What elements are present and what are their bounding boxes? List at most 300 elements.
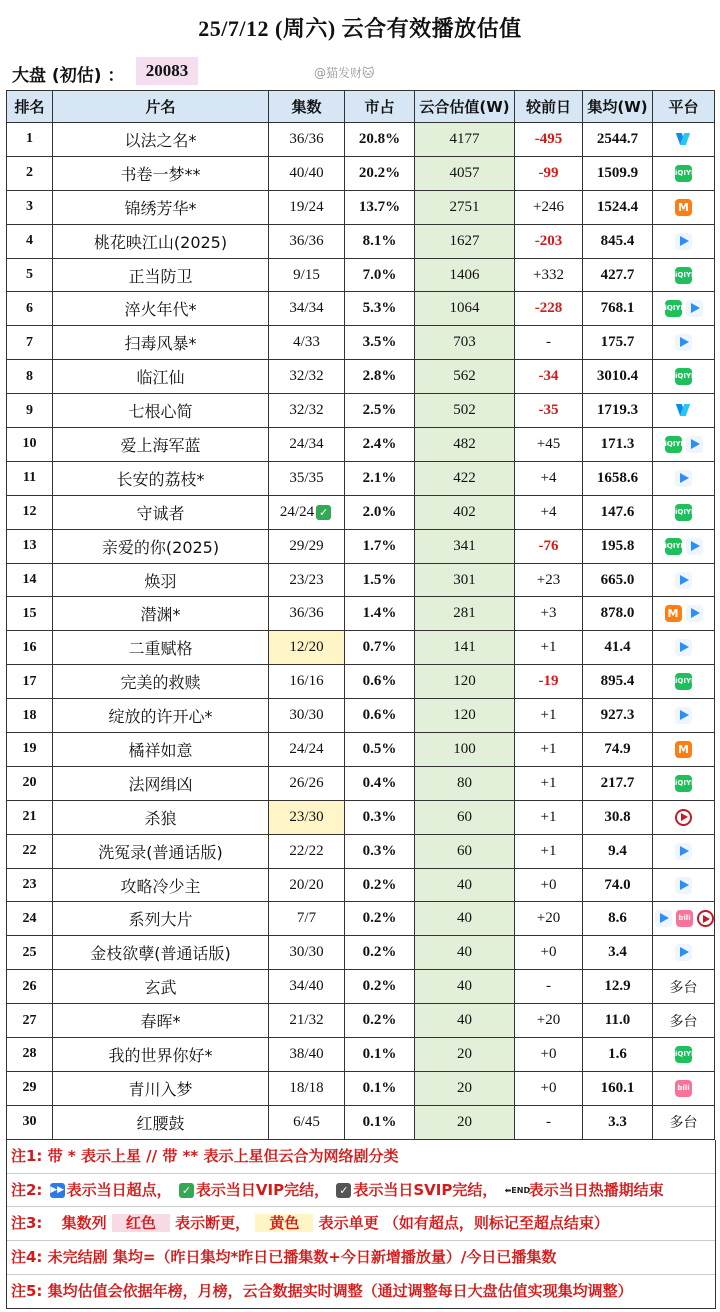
average-cell <box>583 699 653 733</box>
note-1 <box>7 1140 715 1173</box>
share-cell-text: 2.5% <box>362 402 397 419</box>
estimate-cell <box>415 699 515 733</box>
watermark: @猫发财🐱 <box>314 66 375 80</box>
estimate-cell <box>415 563 515 597</box>
platform-cell <box>653 428 715 462</box>
diff-cell-text: - <box>546 978 551 995</box>
episodes-cell-text: 9/15 <box>293 266 320 283</box>
drama-name-cell <box>53 563 269 597</box>
estimate-cell <box>415 868 515 902</box>
episodes-cell <box>269 699 345 733</box>
platform-cell <box>653 902 715 936</box>
diff-cell-text: +0 <box>540 1079 557 1096</box>
note-text: 表示当日SVIP完结， <box>353 1180 498 1199</box>
average-cell-text: 171.3 <box>600 435 635 452</box>
note-text: 表示当日热播期结束 <box>528 1180 664 1199</box>
average-cell <box>583 665 653 699</box>
table-row <box>7 190 715 224</box>
share-cell-text: 0.2% <box>362 910 397 927</box>
episodes-cell <box>269 631 345 665</box>
episodes-cell-text: 32/32 <box>289 402 324 419</box>
estimate-cell-text: 80 <box>457 774 472 791</box>
drama-name-cell <box>53 1004 269 1038</box>
bilibili-icon: bili <box>676 910 693 927</box>
episodes-cell <box>269 360 345 394</box>
estimate-cell <box>415 800 515 834</box>
rank-cell <box>7 394 53 428</box>
diff-cell <box>515 461 583 495</box>
diff-cell <box>515 970 583 1004</box>
col-platform: 平台 <box>653 91 715 123</box>
share-cell <box>345 360 415 394</box>
diff-cell <box>515 1071 583 1105</box>
table-row <box>7 495 715 529</box>
platform-cell <box>653 224 715 258</box>
average-cell-text: 30.8 <box>604 808 631 825</box>
col-share: 市占 <box>345 91 415 123</box>
rank-cell-text: 4 <box>26 233 33 249</box>
estimate-cell <box>415 529 515 563</box>
share-cell <box>345 1004 415 1038</box>
drama-name-cell-text: 守诚者 <box>136 503 185 523</box>
col-rank: 排名 <box>7 91 53 123</box>
platform-cell <box>653 766 715 800</box>
bilibili-icon: bili <box>675 1080 692 1097</box>
estimate-cell-text: 20 <box>457 1113 472 1130</box>
estimate-cell-text: 20 <box>457 1079 472 1096</box>
diff-cell <box>515 1038 583 1072</box>
share-cell-text: 0.6% <box>362 707 397 724</box>
drama-name-cell <box>53 224 269 258</box>
drama-name-cell-text: 金枝欲孽(普通话版) <box>90 944 231 964</box>
estimate-cell-text: 422 <box>453 469 476 486</box>
diff-cell-text: +0 <box>540 944 557 961</box>
iqiyi-icon: iQIYI <box>675 165 692 182</box>
drama-name-cell <box>53 766 269 800</box>
episodes-cell <box>269 563 345 597</box>
estimate-cell-text: 120 <box>453 707 476 724</box>
episodes-cell <box>269 1071 345 1105</box>
rank-cell <box>7 258 53 292</box>
drama-name-cell-text: 系列大片 <box>128 910 193 930</box>
rank-cell-text: 10 <box>22 436 37 452</box>
share-cell-text: 5.3% <box>362 300 397 317</box>
share-cell <box>345 699 415 733</box>
estimate-cell-text: 2751 <box>449 198 480 215</box>
episodes-cell <box>269 495 345 529</box>
estimate-cell-text: 402 <box>453 503 476 520</box>
estimate-cell-text: 482 <box>453 435 476 452</box>
tencent-video-icon <box>686 300 703 317</box>
note-5 <box>7 1274 715 1308</box>
market-summary <box>6 54 714 90</box>
share-cell-text: 20.2% <box>358 164 401 181</box>
platform-cell <box>653 1038 715 1072</box>
check-grey-icon: ✓ <box>336 1183 351 1198</box>
diff-cell-text: +20 <box>536 1012 561 1029</box>
share-cell <box>345 631 415 665</box>
rank-cell-text: 2 <box>26 165 33 181</box>
tencent-video-icon <box>675 233 692 250</box>
tencent-video-icon <box>675 572 692 589</box>
drama-name-cell <box>53 1071 269 1105</box>
episodes-cell-text: 20/20 <box>289 876 324 893</box>
estimate-cell-text: 40 <box>457 876 472 893</box>
diff-cell-text: -34 <box>538 368 559 385</box>
estimate-cell-text: 502 <box>453 402 476 419</box>
average-cell <box>583 1105 653 1139</box>
rank-cell-text: 6 <box>26 300 33 316</box>
rank-cell-text: 20 <box>22 775 37 791</box>
rank-cell <box>7 428 53 462</box>
note-text: 未完结剧 集均=（昨日集均*昨日已播集数+今日新增播放量）/今日已播集数 <box>47 1248 557 1267</box>
average-cell <box>583 428 653 462</box>
diff-cell <box>515 123 583 157</box>
share-cell <box>345 428 415 462</box>
drama-name-cell <box>53 529 269 563</box>
average-cell-text: 1509.9 <box>596 164 639 181</box>
table-row <box>7 766 715 800</box>
episodes-cell-text: 32/32 <box>289 368 324 385</box>
average-cell <box>583 461 653 495</box>
drama-name-cell <box>53 190 269 224</box>
table-header-row <box>7 91 715 123</box>
average-cell-text: 147.6 <box>600 503 635 520</box>
diff-cell <box>515 394 583 428</box>
average-cell-text: 11.0 <box>604 1012 631 1029</box>
platform-cell <box>653 1105 715 1139</box>
platform-cell <box>653 394 715 428</box>
rank-cell-text: 27 <box>22 1012 37 1028</box>
estimate-cell <box>415 190 515 224</box>
ratings-table <box>6 90 715 1140</box>
rank-cell-text: 24 <box>22 910 37 926</box>
platform-text: 多台 <box>669 1013 698 1030</box>
rank-cell <box>7 1105 53 1139</box>
average-cell-text: 195.8 <box>600 537 635 554</box>
estimate-cell-text: 100 <box>453 740 476 757</box>
share-cell <box>345 902 415 936</box>
rank-cell <box>7 461 53 495</box>
note-tag: 注4: <box>11 1248 43 1267</box>
estimate-cell-text: 1627 <box>449 232 480 249</box>
drama-name-cell <box>53 800 269 834</box>
note-3 <box>7 1206 715 1240</box>
episodes-cell <box>269 1004 345 1038</box>
diff-cell-text: -228 <box>534 300 563 317</box>
drama-name-cell <box>53 326 269 360</box>
episodes-cell <box>269 665 345 699</box>
platform-cell <box>653 360 715 394</box>
estimate-cell <box>415 936 515 970</box>
note-text: 表示当日VIP完结， <box>195 1180 330 1199</box>
drama-name-cell-text: 扫毒风暴* <box>124 334 197 354</box>
average-cell <box>583 394 653 428</box>
youku-icon <box>675 402 692 419</box>
estimate-cell <box>415 631 515 665</box>
drama-name-cell <box>53 292 269 326</box>
share-cell-text: 0.2% <box>362 876 397 893</box>
diff-cell <box>515 326 583 360</box>
drama-name-cell <box>53 597 269 631</box>
table-row <box>7 292 715 326</box>
diff-cell-text: +1 <box>540 639 557 656</box>
average-cell-text: 175.7 <box>600 334 635 351</box>
average-cell-text: 878.0 <box>600 605 635 622</box>
episodes-cell-text: 12/20 <box>289 639 324 656</box>
share-cell <box>345 800 415 834</box>
average-cell <box>583 597 653 631</box>
share-cell <box>345 563 415 597</box>
drama-name-cell <box>53 258 269 292</box>
col-diff: 较前日 <box>515 91 583 123</box>
share-cell-text: 0.1% <box>362 1079 397 1096</box>
diff-cell-text: +20 <box>536 910 561 927</box>
tencent-video-icon <box>675 334 692 351</box>
drama-name-cell <box>53 495 269 529</box>
market-label: 大盘 (初估) ： <box>12 66 125 86</box>
share-cell-text: 0.6% <box>362 673 397 690</box>
drama-name-cell-text: 完美的救赎 <box>120 673 201 693</box>
rank-cell <box>7 123 53 157</box>
diff-cell-text: -203 <box>534 232 563 249</box>
diff-cell-text: +0 <box>540 876 557 893</box>
share-cell <box>345 190 415 224</box>
drama-name-cell-text: 淬火年代* <box>124 300 197 320</box>
estimate-cell <box>415 123 515 157</box>
estimate-cell-text: 40 <box>457 944 472 961</box>
average-cell-text: 41.4 <box>604 639 631 656</box>
platform-cell <box>653 190 715 224</box>
drama-name-cell-text: 锦绣芳华* <box>124 198 197 218</box>
average-cell <box>583 156 653 190</box>
rank-cell <box>7 1004 53 1038</box>
diff-cell <box>515 1004 583 1038</box>
platform-cell <box>653 733 715 767</box>
diff-cell <box>515 1105 583 1139</box>
estimate-cell-text: 20 <box>457 1045 472 1062</box>
ratings-page <box>6 0 714 1309</box>
platform-cell <box>653 631 715 665</box>
platform-cell <box>653 123 715 157</box>
platform-cell <box>653 699 715 733</box>
estimate-cell <box>415 360 515 394</box>
estimate-cell <box>415 665 515 699</box>
drama-name-cell-text: 七根心简 <box>128 402 193 422</box>
iqiyi-icon: iQIYI <box>665 300 682 317</box>
episodes-cell <box>269 902 345 936</box>
estimate-cell <box>415 394 515 428</box>
average-cell-text: 927.3 <box>600 707 635 724</box>
rank-cell-text: 19 <box>22 741 37 757</box>
share-cell <box>345 495 415 529</box>
average-cell <box>583 360 653 394</box>
average-cell-text: 1658.6 <box>596 469 639 486</box>
migu-icon <box>697 910 714 927</box>
average-cell-text: 160.1 <box>600 1079 635 1096</box>
diff-cell-text: +23 <box>536 571 561 588</box>
episodes-cell <box>269 190 345 224</box>
estimate-cell <box>415 461 515 495</box>
share-cell <box>345 258 415 292</box>
estimate-cell-text: 4057 <box>449 164 480 181</box>
drama-name-cell-text: 杀狼 <box>144 808 177 828</box>
average-cell-text: 2544.7 <box>596 130 639 147</box>
rank-cell-text: 29 <box>22 1080 37 1096</box>
episodes-cell-text: 24/24 <box>279 503 315 520</box>
rank-cell-text: 8 <box>26 368 33 384</box>
average-cell-text: 845.4 <box>600 232 635 249</box>
tencent-video-icon <box>675 707 692 724</box>
market-value: 20083 <box>136 57 198 85</box>
episodes-cell <box>269 1105 345 1139</box>
platform-cell <box>653 495 715 529</box>
note-4 <box>7 1240 715 1274</box>
rank-cell-text: 28 <box>22 1046 37 1062</box>
mango-tv-icon: M <box>665 605 682 622</box>
rank-cell <box>7 766 53 800</box>
legend-yellow: 黄色 <box>255 1214 313 1232</box>
rank-cell <box>7 563 53 597</box>
drama-name-cell-text: 青川入梦 <box>128 1079 193 1099</box>
average-cell-text: 1524.4 <box>596 198 639 215</box>
episodes-cell <box>269 936 345 970</box>
drama-name-cell-text: 二重赋格 <box>128 639 193 659</box>
rank-cell-text: 17 <box>22 673 37 689</box>
episodes-cell-text: 36/36 <box>289 605 324 622</box>
rank-cell <box>7 665 53 699</box>
diff-cell <box>515 529 583 563</box>
drama-name-cell-text: 临江仙 <box>136 368 185 388</box>
rank-cell <box>7 156 53 190</box>
estimate-cell <box>415 902 515 936</box>
table-row <box>7 360 715 394</box>
average-cell <box>583 258 653 292</box>
rank-cell <box>7 834 53 868</box>
notes <box>6 1140 716 1309</box>
average-cell <box>583 495 653 529</box>
drama-name-cell <box>53 631 269 665</box>
note-text: 表示单更 （如有超点，则标记至超点结束） <box>318 1214 609 1233</box>
rank-cell-text: 9 <box>26 402 33 418</box>
diff-cell <box>515 360 583 394</box>
share-cell-text: 0.1% <box>362 1113 397 1130</box>
episodes-cell <box>269 258 345 292</box>
share-cell-text: 2.8% <box>362 368 397 385</box>
col-average: 集均(W) <box>583 91 653 123</box>
platform-text: 多台 <box>669 979 698 996</box>
platform-cell <box>653 665 715 699</box>
estimate-cell <box>415 1038 515 1072</box>
diff-cell-text: +4 <box>540 469 557 486</box>
episodes-cell-text: 26/26 <box>289 774 324 791</box>
average-cell <box>583 766 653 800</box>
estimate-cell-text: 40 <box>457 1012 472 1029</box>
estimate-cell-text: 1064 <box>449 300 480 317</box>
share-cell <box>345 326 415 360</box>
diff-cell <box>515 800 583 834</box>
platform-cell <box>653 1004 715 1038</box>
share-cell <box>345 1038 415 1072</box>
average-cell-text: 1.6 <box>608 1045 627 1062</box>
share-cell-text: 1.4% <box>362 605 397 622</box>
episodes-cell <box>269 733 345 767</box>
drama-name-cell <box>53 868 269 902</box>
rank-cell <box>7 902 53 936</box>
rank-cell <box>7 699 53 733</box>
rank-cell-text: 5 <box>26 267 33 282</box>
average-cell-text: 427.7 <box>600 266 635 283</box>
rank-cell-text: 23 <box>22 877 37 893</box>
share-cell-text: 0.7% <box>362 639 397 656</box>
drama-name-cell-text: 以法之名* <box>124 130 197 150</box>
rank-cell <box>7 1038 53 1072</box>
average-cell <box>583 631 653 665</box>
estimate-cell <box>415 224 515 258</box>
tencent-video-icon <box>675 470 692 487</box>
estimate-cell-text: 341 <box>453 537 476 554</box>
diff-cell-text: +45 <box>536 435 561 452</box>
estimate-cell-text: 60 <box>457 808 472 825</box>
drama-name-cell-text: 春晖* <box>140 1012 181 1032</box>
drama-name-cell-text: 桃花映江山(2025) <box>93 232 228 252</box>
average-cell <box>583 563 653 597</box>
diff-cell <box>515 156 583 190</box>
episodes-cell <box>269 766 345 800</box>
diff-cell-text: +1 <box>540 774 557 791</box>
estimate-cell-text: 4177 <box>449 130 480 147</box>
tencent-video-icon <box>675 944 692 961</box>
average-cell <box>583 190 653 224</box>
rank-cell <box>7 529 53 563</box>
episodes-cell-text: 30/30 <box>289 944 324 961</box>
estimate-cell <box>415 428 515 462</box>
diff-cell-text: +1 <box>540 842 557 859</box>
estimate-cell <box>415 733 515 767</box>
platform-cell <box>653 970 715 1004</box>
episodes-cell-text: 16/16 <box>289 673 324 690</box>
episodes-cell <box>269 461 345 495</box>
estimate-cell <box>415 970 515 1004</box>
diff-cell <box>515 224 583 258</box>
episodes-cell-text: 19/24 <box>289 198 324 215</box>
rank-cell-text: 21 <box>22 809 37 825</box>
rank-cell-text: 30 <box>22 1114 37 1130</box>
table-row <box>7 123 715 157</box>
diff-cell <box>515 428 583 462</box>
rank-cell-text: 18 <box>22 707 37 723</box>
diff-cell <box>515 902 583 936</box>
drama-name-cell-text: 橘祥如意 <box>128 740 193 760</box>
average-cell-text: 74.0 <box>604 876 631 893</box>
episodes-cell-text: 7/7 <box>296 910 317 927</box>
drama-name-cell-text: 焕羽 <box>144 571 177 591</box>
rank-cell-text: 1 <box>26 131 33 147</box>
estimate-cell <box>415 1004 515 1038</box>
diff-cell-text: +246 <box>533 198 564 215</box>
share-cell-text: 2.4% <box>362 435 397 452</box>
share-cell <box>345 834 415 868</box>
estimate-cell <box>415 326 515 360</box>
share-cell <box>345 665 415 699</box>
estimate-cell <box>415 292 515 326</box>
average-cell <box>583 1038 653 1072</box>
table-row <box>7 563 715 597</box>
diff-cell-text: -99 <box>538 164 559 181</box>
mango-tv-icon: M <box>675 199 692 216</box>
rank-cell-text: 14 <box>22 572 37 588</box>
rank-cell-text: 11 <box>22 470 37 486</box>
